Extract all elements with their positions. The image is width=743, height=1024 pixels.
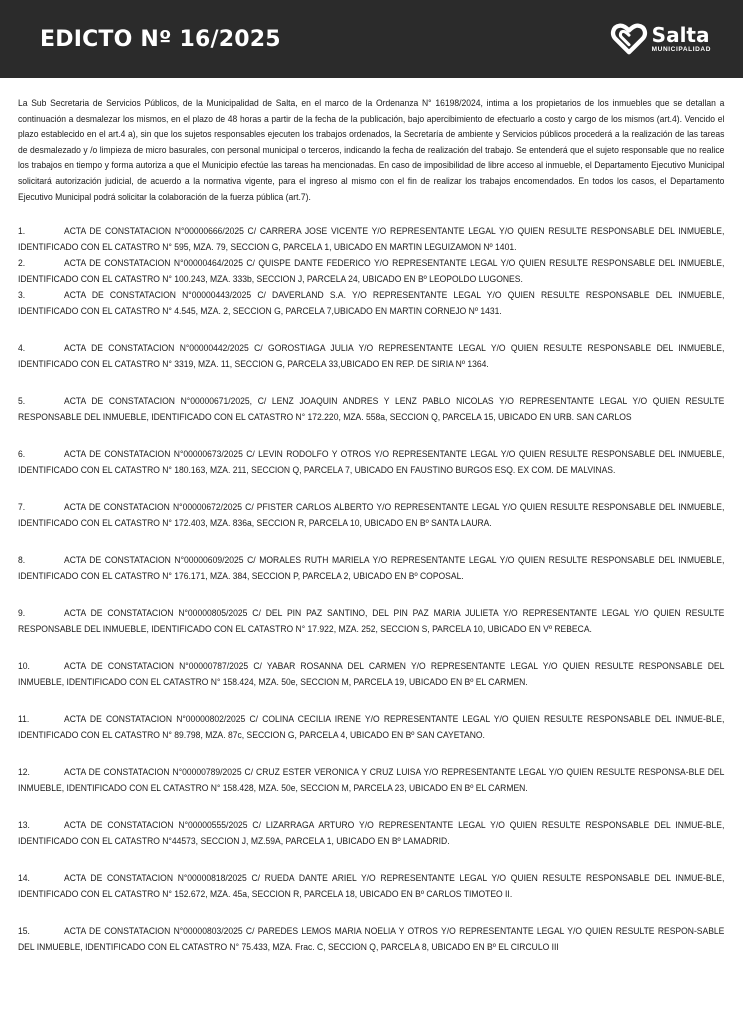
item-number: 14. xyxy=(18,873,30,884)
brand-name: Salta xyxy=(651,22,710,47)
list-item xyxy=(18,711,724,743)
item-text: ACTA DE CONSTATACION N°00000818/2025 C/ RUEDA DANTE ARIEL Y/O REPRESENTANTE LEGAL Y/O QUIEN RESULTE RESPONSABLE DEL INMUE-BLE, IDENTIFICADO CON EL CATASTRO N° 152.672, MZA. 45a, SECCION R, PARCELA 18, UBICADO EN Bº CARLOS TIMOTEO II. xyxy=(18,873,725,900)
page-title: EDICTO Nº 16/2025 xyxy=(40,26,281,52)
intro-paragraph: La Sub Secretaria de Servicios Públicos, de la Municipalidad de Salta, en el marco de la Ordenanza N° 16198/2024, intima a los propietarios de los inmuebles que se detallan a continuación a desmalezar los mismos, en el plazo de 48 horas a partir de la fecha de la publicación, bajo apercibimiento de efectuarlo a costo y cargo de los mismos (art.4). Vencido el plazo establecido en el art.4 a), sin que los sujetos responsables ejecuten los trabajos ordenados, la Secretaría de ambiente y Servicios públicos procederá a la realización de las tareas de desmalezado y /o limpieza de micro basurales, con personal municipal o terceros, indicando la fecha de realización del trabajo. Se entenderá que el sujeto responsable que no realice los trabajos en tiempo y forma autoriza a que el Municipio efectúe las tareas ha mencionadas. En caso de imposibilidad de libre acceso al inmueble, el Departamento Ejecutivo Municipal solicitará autorización judicial, de acuerdo a la normativa vigente, para el ingreso al mismo con el fin de realizar los trabajos encomendados. En todos los casos, el Departamento Ejecutivo Municipal podrá solicitar la colaboración de la fuerza pública (art.7). xyxy=(18,98,725,202)
edict-body xyxy=(0,78,743,955)
item-text: ACTA DE CONSTATACION N°00000666/2025 C/ CARRERA JOSE VICENTE Y/O REPRESENTANTE LEGAL Y/O QUIEN RESULTE RESPONSABLE DEL INMUEBLE, IDENTIFICADO CON EL CATASTRO N° 595, MZA. 79, SECCION G, PARCELA 1, UBICADO EN MARTIN LEGUIZAMON Nº 1401. xyxy=(18,226,725,253)
item-text: ACTA DE CONSTATACION N°00000609/2025 C/ MORALES RUTH MARIELA Y/O REPRESENTANTE LEGAL Y/O QUIEN RESULTE RESPONSABLE DEL INMUEBLE, IDENTIFICADO CON EL CATASTRO N° 176.171, MZA. 384, SECCION P, PARCELA 2, UBICADO EN Bº COPOSAL. xyxy=(18,555,725,582)
salta-logo xyxy=(610,20,711,58)
item-number: 10. xyxy=(18,661,30,672)
list-item xyxy=(18,870,724,902)
item-number: 2. xyxy=(18,258,26,269)
list-item xyxy=(18,499,724,531)
item-number: 9. xyxy=(18,608,26,619)
item-text: ACTA DE CONSTATACION N°00000803/2025 C/ PAREDES LEMOS MARIA NOELIA Y OTROS Y/O REPRESENTANTE LEGAL Y/O QUIEN RESULTE RESPON-SABLE DEL INMUEBLE, IDENTIFICADO CON EL CATASTRO N° 75.433, MZA. Frac. C, SECCION Q, PARCELA 8, UBICADO EN Bº EL CIRCULO III xyxy=(18,926,725,953)
list-item xyxy=(18,764,724,796)
item-text: ACTA DE CONSTATACION N°00000442/2025 C/ GOROSTIAGA JULIA Y/O REPRESENTANTE LEGAL Y/O QUIEN RESULTE RESPONSABLE DEL INMUEBLE, IDENTIFICADO CON EL CATASTRO N° 3319, MZA. 11, SECCION G, PARCELA 33,UBICADO EN REP. DE SIRIA Nº 1364. xyxy=(18,343,725,370)
item-text: ACTA DE CONSTATACION N°00000805/2025 C/ DEL PIN PAZ SANTINO, DEL PIN PAZ MARIA JULIETA Y/O REPRESENTANTE LEGAL Y/O QUIEN RESULTE RESPONSABLE DEL INMUEBLE, IDENTIFICADO CON EL CATASTRO N° 17.922, MZA. 252, SECCION S, PARCELA 10, UBICADO EN Vº REBECA. xyxy=(18,608,725,635)
brand-subtitle: MUNICIPALIDAD xyxy=(651,45,711,53)
list-item xyxy=(18,255,724,287)
item-number: 4. xyxy=(18,343,26,354)
item-text: ACTA DE CONSTATACION N°00000443/2025 C/ DAVERLAND S.A. Y/O REPRESENTANTE LEGAL Y/O QUIEN RESULTE RESPONSABLE DEL INMUEBLE, IDENTIFICADO CON EL CATASTRO N° 4.545, MZA. 2, SECCION G, PARCELA 7,UBICADO EN MARTIN CORNEJO Nº 1431. xyxy=(18,290,725,317)
list-item xyxy=(18,817,724,849)
list-item xyxy=(18,923,724,955)
item-number: 8. xyxy=(18,555,26,566)
item-text: ACTA DE CONSTATACION N°00000787/2025 C/ YABAR ROSANNA DEL CARMEN Y/O REPRESENTANTE LEGAL Y/O QUIEN RESULTE RESPONSABLE DEL INMUEBLE, IDENTIFICADO CON EL CATASTRO N° 158.424, MZA. 50e, SECCION M, PARCELA 19, UBICADO EN Bº EL CARMEN. xyxy=(18,661,725,688)
item-text: ACTA DE CONSTATACION N°00000464/2025 C/ QUISPE DANTE FEDERICO Y/O REPRESENTANTE LEGAL Y/O QUIEN RESULTE RESPONSABLE DEL INMUEBLE, IDENTIFICADO CON EL CATASTRO N° 100.243, MZA. 333b, SECCION J, PARCELA 24, UBICADO EN Bº LEOPOLDO LUGONES. xyxy=(18,258,725,285)
heart-icon xyxy=(610,20,648,58)
item-text: ACTA DE CONSTATACION N°00000671/2025, C/ LENZ JOAQUIN ANDRES Y LENZ PABLO NICOLAS Y/O REPRESENTANTE LEGAL Y/O QUIEN RESULTE RESPONSABLE DEL INMUEBLE, IDENTIFICADO CON EL CATASTRO N° 172.220, MZA. 558a, SECCION Q, PARCELA 15, UBICADO EN URB. SAN CARLOS xyxy=(18,396,725,423)
item-number: 6. xyxy=(18,449,26,460)
list-item xyxy=(18,287,724,319)
item-number: 15. xyxy=(18,926,30,937)
list-item xyxy=(18,223,724,255)
list-item xyxy=(18,340,724,372)
item-number: 3. xyxy=(18,290,26,301)
item-text: ACTA DE CONSTATACION N°00000673/2025 C/ LEVIN RODOLFO Y OTROS Y/O REPRESENTANTE LEGAL Y/O QUIEN RESULTE RESPONSABLE DEL INMUEBLE, IDENTIFICADO CON EL CATASTRO N° 180.163, MZA. 211, SECCION Q, PARCELA 7, UBICADO EN FAUSTINO BURGOS ESQ. EX COM. DE MALVINAS. xyxy=(18,449,725,476)
list-item xyxy=(18,393,724,425)
item-number: 1. xyxy=(18,226,26,237)
item-number: 11. xyxy=(18,714,30,725)
item-text: ACTA DE CONSTATACION N°00000802/2025 C/ COLINA CECILIA IRENE Y/O REPRESENTANTE LEGAL Y/O QUIEN RESULTE RESPONSABLE DEL INMUE-BLE, IDENTIFICADO CON EL CATASTRO N° 89.798, MZA. 87c, SECCION G, PARCELA 4, UBICADO EN Bº SAN CAYETANO. xyxy=(18,714,725,741)
item-number: 7. xyxy=(18,502,26,513)
list-item xyxy=(18,552,724,584)
item-text: ACTA DE CONSTATACION N°00000555/2025 C/ LIZARRAGA ARTURO Y/O REPRESENTANTE LEGAL Y/O QUIEN RESULTE RESPONSABLE DEL INMUE-BLE, IDENTIFICADO CON EL CATASTRO N°44573, SECCION J, MZ.59A, PARCELA 1, UBICADO EN Bº LAMADRID. xyxy=(18,820,725,847)
acta-list xyxy=(18,223,725,955)
item-number: 12. xyxy=(18,767,30,778)
item-text: ACTA DE CONSTATACION N°00000672/2025 C/ PFISTER CARLOS ALBERTO Y/O REPRESENTANTE LEGAL Y/O QUIEN RESULTE RESPONSABLE DEL INMUEBLE, IDENTIFICADO CON EL CATASTRO N° 172.403, MZA. 836a, SECCION R, PARCELA 10, UBICADO EN Bº SANTA LAURA. xyxy=(18,502,725,529)
item-number: 13. xyxy=(18,820,30,831)
item-text: ACTA DE CONSTATACION N°00000789/2025 C/ CRUZ ESTER VERONICA Y CRUZ LUISA Y/O REPRESENTANTE LEGAL Y/O QUIEN RESULTE RESPONSA-BLE DEL INMUEBLE, IDENTIFICADO CON EL CATASTRO N° 158.428, MZA. 50e, SECCION M, PARCELA 23, UBICADO EN Bº EL CARMEN. xyxy=(18,767,725,794)
list-item xyxy=(18,658,724,690)
list-item xyxy=(18,446,724,478)
item-number: 5. xyxy=(18,396,26,407)
header-bar xyxy=(0,0,743,78)
list-item xyxy=(18,605,724,637)
